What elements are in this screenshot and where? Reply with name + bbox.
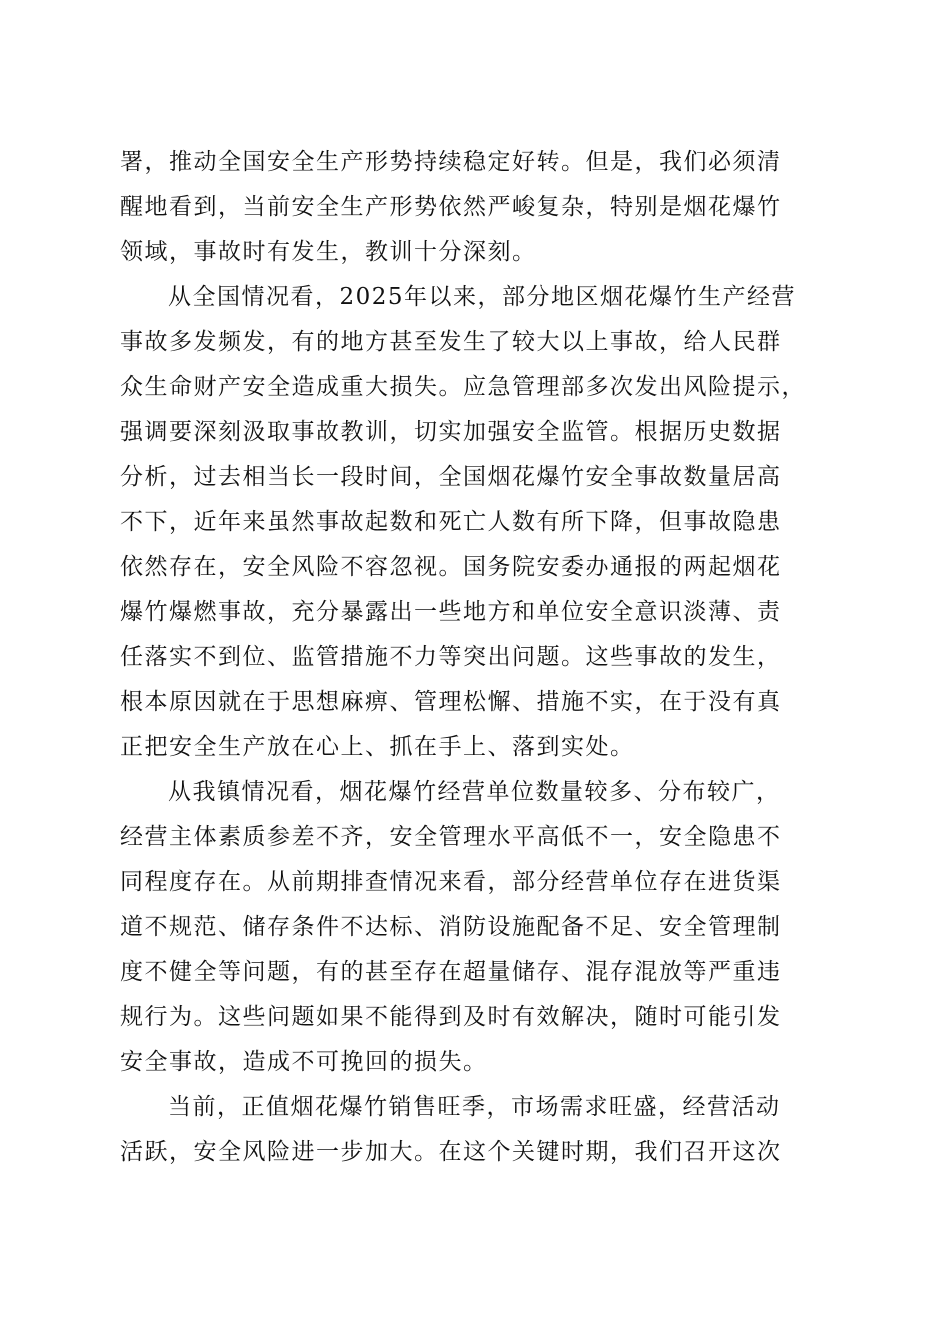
- paragraph-2-line-1: 从全国情况看，2025年以来，部分地区烟花爆竹生产经营: [168, 284, 797, 310]
- paragraph-3-line-6: 规行为。这些问题如果不能得到及时有效解决，随时可能引发: [120, 1004, 782, 1030]
- paragraph-3-line-3: 同程度存在。从前期排查情况来看，部分经营单位存在进货渠: [120, 869, 782, 895]
- paragraph-3-line-4: 道不规范、储存条件不达标、消防设施配备不足、安全管理制: [120, 914, 782, 940]
- paragraph-2-line-5: 分析，过去相当长一段时间，全国烟花爆竹安全事故数量居高: [120, 464, 782, 490]
- paragraph-4-line-2: 活跃，安全风险进一步加大。在这个关键时期，我们召开这次: [120, 1139, 782, 1165]
- paragraph-3-line-1: 从我镇情况看，烟花爆竹经营单位数量较多、分布较广，: [168, 779, 781, 805]
- paragraph-2-line-9: 任落实不到位、监管措施不力等突出问题。这些事故的发生，: [120, 644, 782, 670]
- paragraph-3-line-2: 经营主体素质参差不齐，安全管理水平高低不一，安全隐患不: [120, 824, 782, 850]
- paragraph-1-line-3: 领域，事故时有发生，教训十分深刻。: [120, 239, 537, 265]
- paragraph-2-line-11: 正把安全生产放在心上、抓在手上、落到实处。: [120, 734, 635, 760]
- paragraph-1-line-2: 醒地看到，当前安全生产形势依然严峻复杂，特别是烟花爆竹: [120, 194, 782, 220]
- paragraph-2-line-2: 事故多发频发，有的地方甚至发生了较大以上事故，给人民群: [120, 329, 782, 355]
- paragraph-2-line-7: 依然存在，安全风险不容忽视。国务院安委办通报的两起烟花: [120, 554, 782, 580]
- paragraph-3-line-5: 度不健全等问题，有的甚至存在超量储存、混存混放等严重违: [120, 959, 782, 985]
- paragraph-3-line-7: 安全事故，造成不可挽回的损失。: [120, 1049, 488, 1075]
- paragraph-2-line-4: 强调要深刻汲取事故教训，切实加强安全监管。根据历史数据: [120, 419, 782, 445]
- paragraph-2-line-10: 根本原因就在于思想麻痹、管理松懈、措施不实，在于没有真: [120, 689, 782, 715]
- paragraph-4-line-1: 当前，正值烟花爆竹销售旺季，市场需求旺盛，经营活动: [168, 1094, 781, 1120]
- document-body: [120, 140, 832, 1175]
- paragraph-2-line-8: 爆竹爆燃事故，充分暴露出一些地方和单位安全意识淡薄、责: [120, 599, 782, 625]
- paragraph-1-line-1: 署，推动全国安全生产形势持续稳定好转。但是，我们必须清: [120, 149, 782, 175]
- paragraph-2-line-3: 众生命财产安全造成重大损失。应急管理部多次发出风险提示，: [120, 374, 806, 400]
- paragraph-2-line-6: 不下，近年来虽然事故起数和死亡人数有所下降，但事故隐患: [120, 509, 782, 535]
